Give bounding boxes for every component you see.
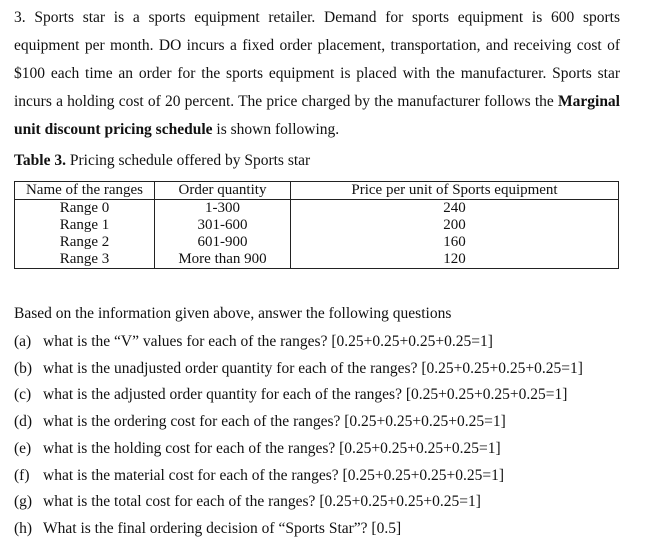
- question-label: (a): [14, 333, 32, 350]
- question-item: [14, 516, 583, 543]
- table-row: [15, 251, 619, 269]
- question-text: what is the unadjusted order quantity for each of the ranges? [0.25+0.25+0.25+0.25=1]: [43, 359, 583, 377]
- question-text: what is the total cost for each of the ranges? [0.25+0.25+0.25+0.25=1]: [43, 493, 481, 511]
- table-row: [15, 234, 619, 251]
- order-quantity: 601-900: [155, 234, 291, 251]
- range-name: Range 1: [15, 217, 155, 234]
- question-item: [14, 382, 583, 409]
- price-per-unit: 200: [291, 217, 619, 234]
- problem-text-end: is shown following.: [216, 121, 340, 138]
- table-row: [15, 200, 619, 218]
- question-text: what is the ordering cost for each of the ranges? [0.25+0.25+0.25+0.25=1]: [43, 413, 506, 431]
- question-list: [14, 329, 583, 543]
- header-order-quantity: Order quantity: [155, 182, 291, 200]
- table-caption-text: Pricing schedule offered by Sports star: [69, 152, 311, 169]
- question-text: what is the holding cost for each of the ranges? [0.25+0.25+0.25+0.25=1]: [43, 439, 501, 457]
- question-label: (f): [14, 466, 30, 484]
- question-label: (d): [14, 413, 33, 431]
- question-label: (b): [14, 359, 33, 377]
- question-label: (c): [14, 386, 32, 404]
- question-text: what is the adjusted order quantity for each of the ranges? [0.25+0.25+0.25+0.25=1]: [43, 386, 568, 404]
- order-quantity: More than 900: [155, 251, 291, 269]
- question-item: [14, 489, 583, 516]
- price-per-unit: 240: [291, 200, 619, 218]
- price-per-unit: 160: [291, 234, 619, 251]
- question-label: (e): [14, 439, 32, 457]
- question-item: [14, 436, 583, 463]
- range-name: Range 3: [15, 251, 155, 269]
- table-row: [15, 217, 619, 234]
- problem-text: Sports star is a sports equipment retailer. Demand for sports equipment is 600 sports equipment per month. DO incurs a fixed order placement, transportation, and receiving cost of $100 each time an order for the sports equipment is placed with the manufacturer. Sports star incurs a holding cost of 20 percent. The price charged by the manufacturer follows the: [14, 9, 621, 110]
- order-quantity: 1-300: [155, 200, 291, 218]
- question-item: [14, 463, 583, 490]
- problem-bold-text: Marginal unit discount pricing schedule: [14, 93, 620, 138]
- question-item: [14, 356, 583, 383]
- table-caption-label: Table 3.: [14, 152, 66, 169]
- question-text: what is the material cost for each of the ranges? [0.25+0.25+0.25+0.25=1]: [43, 466, 505, 484]
- order-quantity: 301-600: [155, 217, 291, 234]
- questions-intro: Based on the information given above, answer the following questions: [14, 305, 452, 322]
- problem-number: 3.: [14, 9, 26, 26]
- price-per-unit: 120: [291, 251, 619, 269]
- range-name: Range 0: [15, 200, 155, 218]
- table-caption: [14, 152, 310, 170]
- question-item: [14, 409, 583, 436]
- table-header-row: [15, 182, 619, 200]
- question-label: (h): [14, 519, 33, 537]
- question-label: (g): [14, 493, 33, 511]
- range-name: Range 2: [15, 234, 155, 251]
- pricing-table: [14, 181, 619, 269]
- header-name-of-ranges: Name of the ranges: [15, 182, 155, 200]
- question-item: [14, 329, 583, 356]
- question-text: What is the final ordering decision of “Sports Star”? [0.5]: [43, 519, 402, 537]
- header-price-per-unit: Price per unit of Sports equipment: [291, 182, 619, 200]
- problem-paragraph: [14, 4, 620, 144]
- question-text: what is the “V” values for each of the ranges? [0.25+0.25+0.25+0.25=1]: [43, 333, 493, 350]
